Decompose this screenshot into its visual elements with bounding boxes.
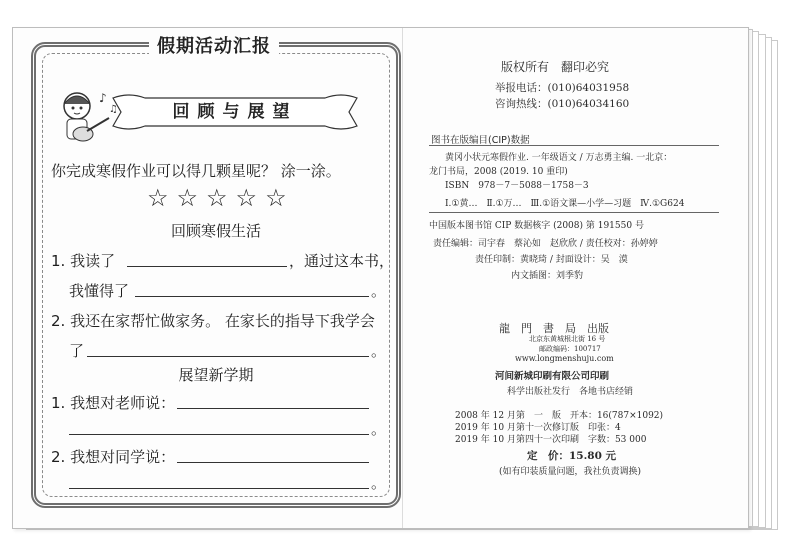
cip-number: 中国版本图书馆 CIP 数据核字 (2008) 第 191550 号 <box>429 221 644 231</box>
isbn: ISBN 978－7－5088－1758－3 <box>445 181 589 191</box>
section-review-heading: 回顾寒假生活 <box>170 222 261 240</box>
item1-line2: 我懂得了 <box>69 282 130 300</box>
star-question: 你完成寒假作业可以得几颗星呢？ 涂一涂。 <box>51 162 341 180</box>
illustration: 内文插图：刘季豹 <box>511 271 584 281</box>
item3-teacher: 1. 我想对老师说： <box>51 394 176 412</box>
print-design: 责任印制：黄晓琦 / 封面设计：吴 漠 <box>475 255 628 265</box>
page-title: 假期活动汇报 <box>149 32 279 58</box>
printer: 河间新城印刷有限公司印刷 <box>495 371 610 382</box>
item2-line2: 了 <box>69 342 85 360</box>
item2-end: 。 <box>371 342 387 360</box>
activity-page <box>31 36 403 510</box>
teacher-blank-1[interactable] <box>177 408 369 409</box>
classification: Ⅰ.①黄… Ⅱ.①万… Ⅲ.①语文课—小学—习题 Ⅳ.①G624 <box>445 199 685 209</box>
cip-rule <box>429 145 719 146</box>
publisher-address: 北京东黄城根北街 16 号 <box>529 335 606 343</box>
cip-line1: 黄冈小状元寒假作业. 一年级语文 / 万志勇主编. 一北京： <box>445 153 673 163</box>
svg-text:♪: ♪ <box>99 91 107 105</box>
cip-line2: 龙门书局，2008 (2019. 10 重印) <box>429 167 568 177</box>
edition-line3: 2019 年 10 月第四十一次印刷 字数：53 000 <box>455 435 647 445</box>
item2-text: 2. 我还在家帮忙做家务。 在家长的指导下我学会 <box>51 312 375 330</box>
cip-rule-bottom <box>429 212 719 213</box>
item1-end: 。 <box>371 282 387 300</box>
postcode: 邮政编码：100717 <box>539 345 601 353</box>
edition-line1: 2008 年 12 月第 一 版 开本：16(787×1092) <box>455 411 664 421</box>
editors: 责任编辑：司宇春 蔡沁如 赵欣欣 / 责任校对：孙婷婷 <box>433 239 658 249</box>
report-phone: 举报电话：(010)64031958 <box>495 82 630 94</box>
open-book <box>12 27 749 529</box>
section-outlook-heading: 展望新学期 <box>178 366 254 384</box>
item4-end: 。 <box>371 474 387 492</box>
learned-blank[interactable] <box>135 296 369 297</box>
distributor: 科学出版社发行 各地书店经销 <box>507 387 634 397</box>
chores-blank[interactable] <box>87 356 369 357</box>
book-title-blank[interactable] <box>127 266 287 267</box>
svg-text:♫: ♫ <box>109 104 118 115</box>
price: 定 价：15.80 元 <box>527 450 617 462</box>
item3-end: 。 <box>371 420 387 438</box>
classmate-blank-1[interactable] <box>177 462 369 463</box>
quality-notice: (如有印装质量问题，我社负责调换) <box>499 467 642 477</box>
classmate-blank-2[interactable] <box>69 488 369 489</box>
edition-line2: 2019 年 10 月第十一次修订版 印张：4 <box>455 423 621 433</box>
item1-middle: ，通过这本书， <box>289 252 395 270</box>
item1-prefix: 1. 我读了 <box>51 252 116 270</box>
website[interactable]: www.longmenshuju.com <box>515 354 614 363</box>
rights-notice: 版权所有 翻印必究 <box>501 60 610 74</box>
teacher-blank-2[interactable] <box>69 434 369 435</box>
item4-classmate: 2. 我想对同学说： <box>51 448 176 466</box>
banner-title: 回顾与展望 <box>172 102 298 122</box>
hotline: 咨询热线：(010)64034160 <box>495 98 630 110</box>
copyright-page <box>403 28 748 528</box>
cip-heading: 图书在版编目(CIP)数据 <box>431 135 530 146</box>
publisher: 龍 門 書 局 出版 <box>499 322 609 335</box>
star-rating[interactable]: ☆☆☆☆☆ <box>147 184 295 212</box>
